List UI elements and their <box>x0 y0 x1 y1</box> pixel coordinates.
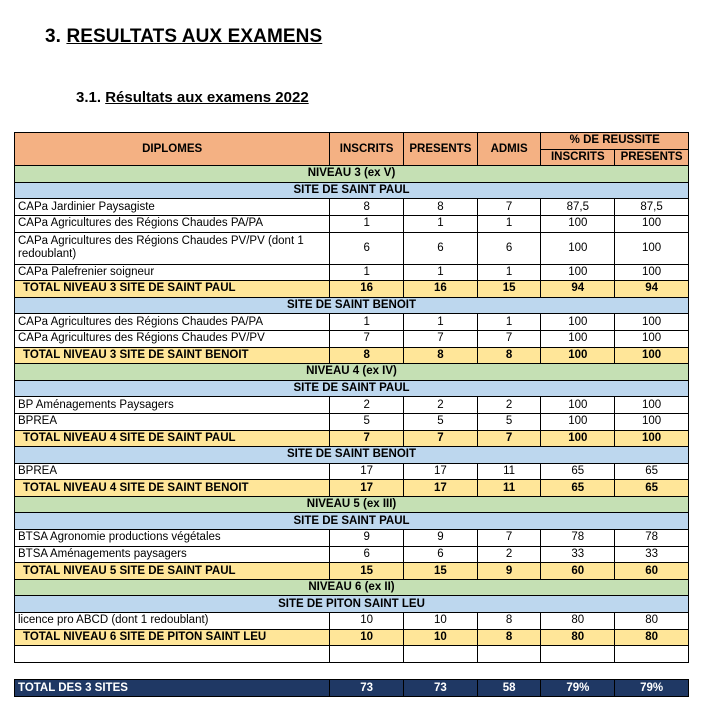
presents-cell: 1 <box>404 264 478 281</box>
header-presents: PRESENTS <box>404 133 478 166</box>
reussite-presents-cell: 100 <box>615 413 689 430</box>
presents-cell: 10 <box>404 629 478 646</box>
grand-total-reussite-presents: 79% <box>615 680 689 697</box>
inscrits-cell: 17 <box>330 463 404 480</box>
inscrits-cell: 6 <box>330 232 404 264</box>
level-row <box>15 364 689 381</box>
site-row <box>15 297 689 314</box>
level-row <box>15 166 689 183</box>
grand-total-table <box>14 679 689 697</box>
table-row <box>15 314 689 331</box>
section-number: 3. <box>45 26 62 47</box>
admis-cell: 11 <box>477 463 541 480</box>
reussite-inscrits-cell: 100 <box>541 215 615 232</box>
section-title: RESULTATS AUX EXAMENS <box>66 26 323 47</box>
inscrits-cell: 15 <box>330 563 404 580</box>
inscrits-cell: 9 <box>330 530 404 547</box>
inscrits-cell: 1 <box>330 264 404 281</box>
reussite-presents-cell: 100 <box>615 232 689 264</box>
reussite-presents-cell: 60 <box>615 563 689 580</box>
reussite-inscrits-cell: 94 <box>541 281 615 298</box>
header-reussite-presents: PRESENTS <box>615 149 689 166</box>
empty-cell <box>330 646 404 663</box>
table-row <box>15 397 689 414</box>
total-row <box>15 281 689 298</box>
admis-cell: 8 <box>477 347 541 364</box>
reussite-presents-cell: 100 <box>615 397 689 414</box>
presents-cell: 1 <box>404 215 478 232</box>
table-row <box>15 264 689 281</box>
table-row <box>15 413 689 430</box>
admis-cell: 1 <box>477 314 541 331</box>
table-row <box>15 330 689 347</box>
level-row <box>15 579 689 596</box>
presents-cell: 7 <box>404 430 478 447</box>
reussite-presents-cell: 33 <box>615 546 689 563</box>
inscrits-cell: 8 <box>330 347 404 364</box>
reussite-inscrits-cell: 65 <box>541 463 615 480</box>
table-row <box>15 463 689 480</box>
diploma-name: BPREA <box>15 463 330 480</box>
presents-cell: 7 <box>404 330 478 347</box>
reussite-inscrits-cell: 100 <box>541 430 615 447</box>
reussite-inscrits-cell: 100 <box>541 232 615 264</box>
admis-cell: 5 <box>477 413 541 430</box>
reussite-presents-cell: 78 <box>615 530 689 547</box>
site-label: SITE DE SAINT BENOIT <box>15 447 689 464</box>
grand-total-presents: 73 <box>404 680 478 697</box>
presents-cell: 9 <box>404 530 478 547</box>
reussite-inscrits-cell: 78 <box>541 530 615 547</box>
site-label: SITE DE SAINT PAUL <box>15 380 689 397</box>
diploma-name: CAPa Palefrenier soigneur <box>15 264 330 281</box>
admis-cell: 6 <box>477 232 541 264</box>
header-diplomes: DIPLOMES <box>15 133 330 166</box>
total-label: TOTAL NIVEAU 4 SITE DE SAINT BENOIT <box>15 480 330 497</box>
admis-cell: 1 <box>477 215 541 232</box>
subsection-heading <box>76 89 309 106</box>
site-label: SITE DE SAINT PAUL <box>15 513 689 530</box>
empty-cell <box>477 646 541 663</box>
reussite-presents-cell: 65 <box>615 480 689 497</box>
total-row <box>15 347 689 364</box>
reussite-inscrits-cell: 33 <box>541 546 615 563</box>
level-label: NIVEAU 6 (ex II) <box>15 579 689 596</box>
level-label: NIVEAU 3 (ex V) <box>15 166 689 183</box>
table-row <box>15 613 689 630</box>
reussite-presents-cell: 100 <box>615 264 689 281</box>
presents-cell: 6 <box>404 232 478 264</box>
admis-cell: 2 <box>477 546 541 563</box>
level-label: NIVEAU 5 (ex III) <box>15 496 689 513</box>
site-label: SITE DE SAINT BENOIT <box>15 297 689 314</box>
total-row <box>15 563 689 580</box>
inscrits-cell: 10 <box>330 613 404 630</box>
subsection-title: Résultats aux examens 2022 <box>105 89 309 106</box>
diploma-name: licence pro ABCD (dont 1 redoublant) <box>15 613 330 630</box>
diploma-name: CAPa Agricultures des Régions Chaudes PA/PA <box>15 314 330 331</box>
admis-cell: 8 <box>477 613 541 630</box>
reussite-inscrits-cell: 100 <box>541 314 615 331</box>
admis-cell: 11 <box>477 480 541 497</box>
reussite-presents-cell: 100 <box>615 215 689 232</box>
diploma-name: CAPa Jardinier Paysagiste <box>15 199 330 216</box>
grand-total-inscrits: 73 <box>330 680 404 697</box>
presents-cell: 6 <box>404 546 478 563</box>
inscrits-cell: 17 <box>330 480 404 497</box>
presents-cell: 1 <box>404 314 478 331</box>
diploma-name: CAPa Agricultures des Régions Chaudes PV/PV <box>15 330 330 347</box>
header-reussite: % DE REUSSITE <box>541 133 689 150</box>
level-row <box>15 496 689 513</box>
site-row <box>15 513 689 530</box>
table-row <box>15 232 689 264</box>
inscrits-cell: 7 <box>330 330 404 347</box>
empty-row <box>15 646 689 663</box>
results-body <box>15 166 689 663</box>
total-row <box>15 629 689 646</box>
diploma-name: BTSA Agronomie productions végétales <box>15 530 330 547</box>
total-row <box>15 430 689 447</box>
site-label: SITE DE PITON SAINT LEU <box>15 596 689 613</box>
reussite-presents-cell: 94 <box>615 281 689 298</box>
admis-cell: 9 <box>477 563 541 580</box>
section-heading <box>45 26 322 48</box>
admis-cell: 2 <box>477 397 541 414</box>
diploma-name: BTSA Aménagements paysagers <box>15 546 330 563</box>
reussite-presents-cell: 100 <box>615 430 689 447</box>
total-label: TOTAL NIVEAU 5 SITE DE SAINT PAUL <box>15 563 330 580</box>
table-row <box>15 199 689 216</box>
reussite-presents-cell: 100 <box>615 314 689 331</box>
total-label: TOTAL NIVEAU 6 SITE DE PITON SAINT LEU <box>15 629 330 646</box>
inscrits-cell: 1 <box>330 314 404 331</box>
empty-cell <box>615 646 689 663</box>
inscrits-cell: 10 <box>330 629 404 646</box>
reussite-inscrits-cell: 100 <box>541 264 615 281</box>
reussite-presents-cell: 80 <box>615 613 689 630</box>
site-row <box>15 182 689 199</box>
grand-total-reussite-inscrits: 79% <box>541 680 615 697</box>
table-row <box>15 546 689 563</box>
grand-total-admis: 58 <box>477 680 541 697</box>
header-inscrits: INSCRITS <box>330 133 404 166</box>
diploma-name: CAPa Agricultures des Régions Chaudes PV/PV (dont 1 redoublant) <box>15 232 330 264</box>
reussite-presents-cell: 80 <box>615 629 689 646</box>
table-row <box>15 215 689 232</box>
reussite-presents-cell: 65 <box>615 463 689 480</box>
reussite-presents-cell: 100 <box>615 330 689 347</box>
admis-cell: 7 <box>477 530 541 547</box>
subsection-number: 3.1. <box>76 89 102 106</box>
presents-cell: 15 <box>404 563 478 580</box>
reussite-presents-cell: 100 <box>615 347 689 364</box>
header-reussite-inscrits: INSCRITS <box>541 149 615 166</box>
inscrits-cell: 2 <box>330 397 404 414</box>
inscrits-cell: 6 <box>330 546 404 563</box>
reussite-inscrits-cell: 60 <box>541 563 615 580</box>
empty-cell <box>15 646 330 663</box>
table-row <box>15 530 689 547</box>
admis-cell: 7 <box>477 430 541 447</box>
reussite-inscrits-cell: 80 <box>541 613 615 630</box>
reussite-presents-cell: 87,5 <box>615 199 689 216</box>
total-row <box>15 480 689 497</box>
site-row <box>15 380 689 397</box>
empty-cell <box>541 646 615 663</box>
presents-cell: 10 <box>404 613 478 630</box>
presents-cell: 8 <box>404 199 478 216</box>
inscrits-cell: 8 <box>330 199 404 216</box>
site-label: SITE DE SAINT PAUL <box>15 182 689 199</box>
inscrits-cell: 1 <box>330 215 404 232</box>
reussite-inscrits-cell: 100 <box>541 397 615 414</box>
presents-cell: 2 <box>404 397 478 414</box>
diploma-name: CAPa Agricultures des Régions Chaudes PA/PA <box>15 215 330 232</box>
inscrits-cell: 5 <box>330 413 404 430</box>
presents-cell: 5 <box>404 413 478 430</box>
presents-cell: 16 <box>404 281 478 298</box>
inscrits-cell: 16 <box>330 281 404 298</box>
grand-total-row <box>15 680 689 697</box>
admis-cell: 15 <box>477 281 541 298</box>
total-label: TOTAL NIVEAU 4 SITE DE SAINT PAUL <box>15 430 330 447</box>
admis-cell: 7 <box>477 330 541 347</box>
reussite-inscrits-cell: 100 <box>541 330 615 347</box>
inscrits-cell: 7 <box>330 430 404 447</box>
total-label: TOTAL NIVEAU 3 SITE DE SAINT BENOIT <box>15 347 330 364</box>
reussite-inscrits-cell: 65 <box>541 480 615 497</box>
total-label: TOTAL NIVEAU 3 SITE DE SAINT PAUL <box>15 281 330 298</box>
presents-cell: 17 <box>404 480 478 497</box>
presents-cell: 17 <box>404 463 478 480</box>
reussite-inscrits-cell: 100 <box>541 413 615 430</box>
site-row <box>15 596 689 613</box>
diploma-name: BPREA <box>15 413 330 430</box>
site-row <box>15 447 689 464</box>
level-label: NIVEAU 4 (ex IV) <box>15 364 689 381</box>
admis-cell: 7 <box>477 199 541 216</box>
diploma-name: BP Aménagements Paysagers <box>15 397 330 414</box>
empty-cell <box>404 646 478 663</box>
results-table <box>14 132 689 663</box>
reussite-inscrits-cell: 100 <box>541 347 615 364</box>
admis-cell: 1 <box>477 264 541 281</box>
reussite-inscrits-cell: 80 <box>541 629 615 646</box>
grand-total-label: TOTAL DES 3 SITES <box>15 680 330 697</box>
header-admis: ADMIS <box>477 133 541 166</box>
reussite-inscrits-cell: 87,5 <box>541 199 615 216</box>
admis-cell: 8 <box>477 629 541 646</box>
presents-cell: 8 <box>404 347 478 364</box>
